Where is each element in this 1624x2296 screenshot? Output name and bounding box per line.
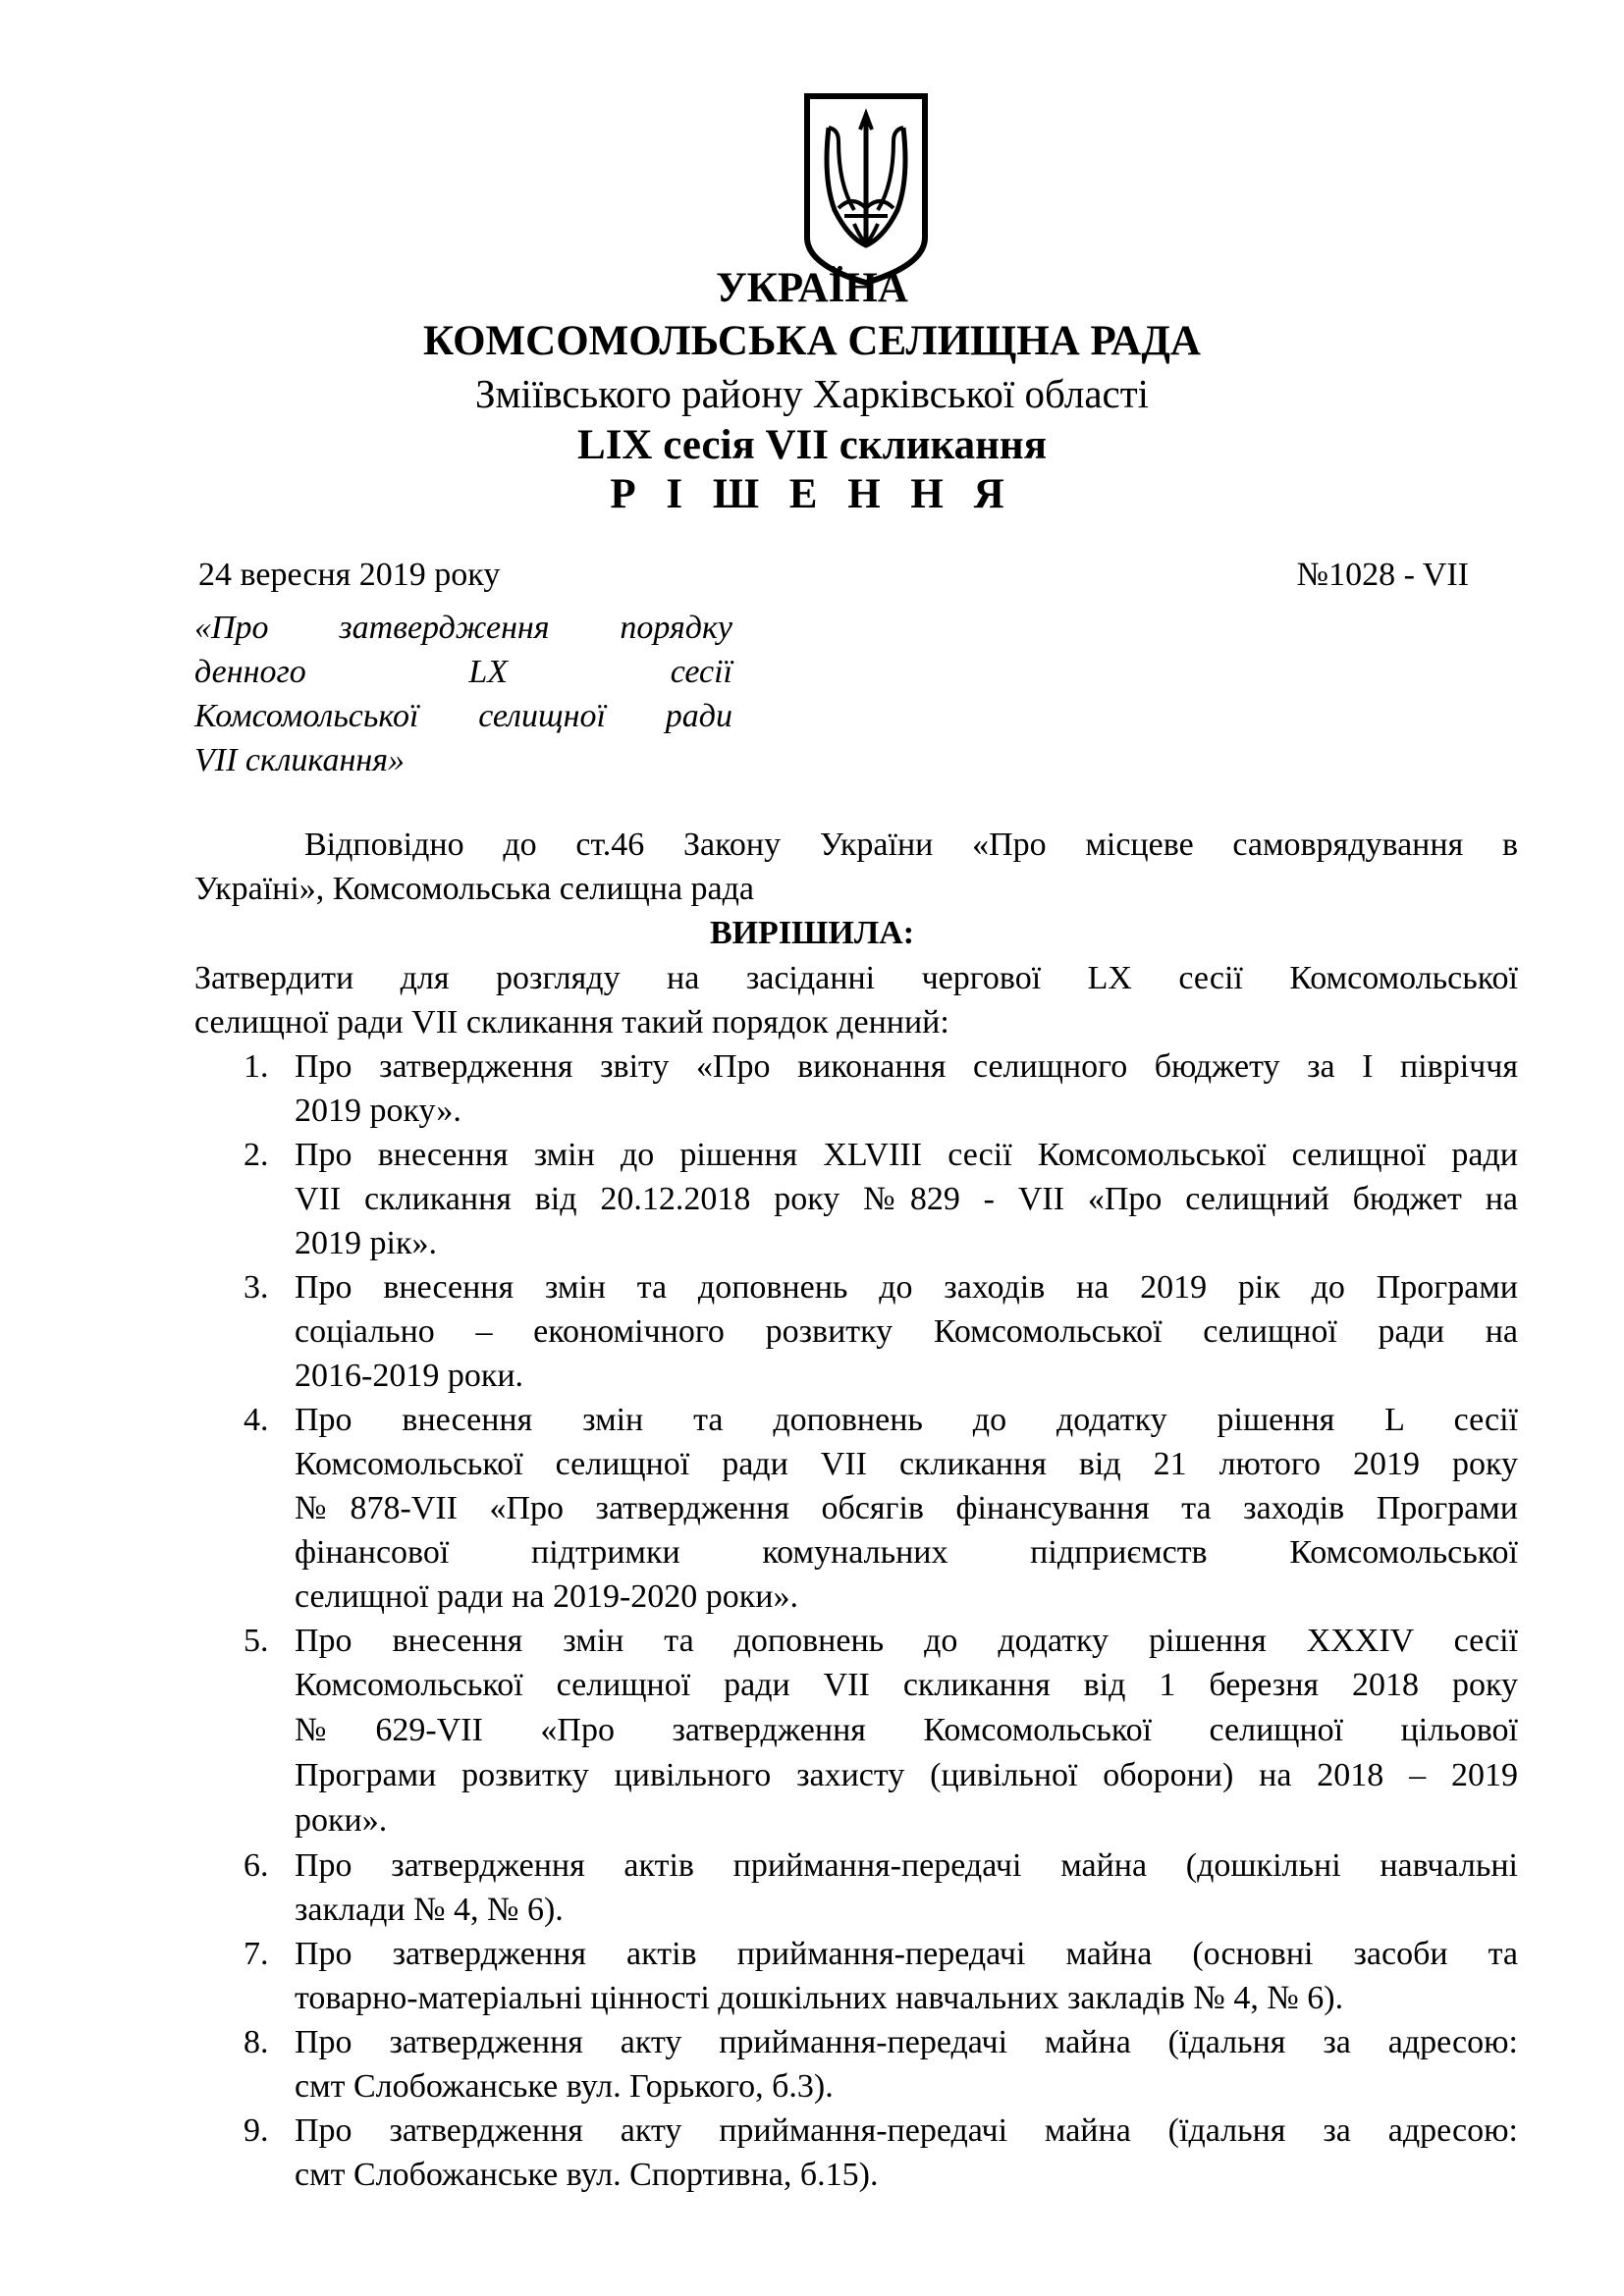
subject-line: VII скликання» <box>194 742 406 778</box>
agenda-item-line: фінансової підтримки комунальних підприємств Комсомольської <box>295 1534 1518 1571</box>
preamble-line: Україні», Комсомольська селищна рада <box>194 871 755 907</box>
coat-of-arms-icon <box>799 90 933 287</box>
agenda-item-line: роки». <box>295 1802 388 1839</box>
agenda-item-number: 1. <box>244 1048 269 1085</box>
agenda-item-number: 7. <box>244 1936 269 1972</box>
intro-line: селищної ради VII скликання такий порядок денний: <box>194 1004 949 1041</box>
subject-line: «Про затвердження порядку <box>194 610 732 646</box>
agenda-item-line: VII скликання від 20.12.2018 року №829 - VII «Про селищний бюджет на <box>295 1181 1518 1217</box>
subject-line: Комсомольської селищної ради <box>194 698 732 734</box>
agenda-item-line: соціально – економічного розвитку Комсомольської селищної ради на <box>295 1313 1518 1350</box>
agenda-item-number: 3. <box>244 1269 269 1306</box>
agenda-item-line: заклади № 4, № 6). <box>295 1892 564 1928</box>
agenda-item-line: Про затвердження акту приймання-передачі майна (їдальня за адресою: <box>295 2024 1518 2060</box>
agenda-item-number: 4. <box>244 1402 269 1438</box>
agenda-item-line: Програми розвитку цивільного захисту (цивільної оборони) на 2018 – 2019 <box>295 1757 1518 1793</box>
decision-number: №1028 - VII <box>1296 557 1469 593</box>
agenda-item-line: Комсомольської селищної ради VII скликання від 21 лютого 2019 року <box>295 1446 1518 1482</box>
agenda-item-line: Про затвердження актів приймання-передачі майна (основні засоби та <box>295 1936 1518 1972</box>
agenda-item-line: Про затвердження акту приймання-передачі майна (їдальня за адресою: <box>295 2112 1518 2149</box>
agenda-item-line: №629-VII «Про затвердження Комсомольської селищної цільової <box>295 1712 1518 1748</box>
agenda-item-line: Про затвердження актів приймання-передачі майна (дошкільні навчальні <box>295 1847 1518 1884</box>
agenda-item-line: Про внесення змін до рішення XLVIII сесії Комсомольської селищної ради <box>295 1137 1518 1173</box>
agenda-item-line: смт Слобожанське вул. Горького, б.3). <box>295 2068 834 2105</box>
decision-date: 24 вересня 2019 року <box>198 557 501 593</box>
agenda-item-number: 8. <box>244 2024 269 2060</box>
header-decision: Р І Ш Е Н Н Я <box>610 471 1014 517</box>
agenda-item-line: Комсомольської селищної ради VII скликання від 1 березня 2018 року <box>295 1667 1518 1703</box>
agenda-item-line: селищної ради на 2019-2020 роки». <box>295 1578 798 1615</box>
agenda-item-line: №878-VII «Про затвердження обсягів фінансування та заходів Програми <box>295 1490 1518 1526</box>
agenda-item-number: 2. <box>244 1137 269 1173</box>
preamble-line: Відповідно до ст.46 Закону України «Про місцеве самоврядування в <box>304 827 1518 863</box>
agenda-item-line: Про затвердження звіту «Про виконання селищного бюджету за I півріччя <box>295 1048 1518 1085</box>
agenda-item-number: 6. <box>244 1847 269 1884</box>
agenda-item-line: Про внесення змін та доповнень до додатку рішення XXXIV сесії <box>295 1623 1518 1659</box>
intro-line: Затвердити для розгляду на засіданні чергової LX сесії Комсомольської <box>194 960 1518 996</box>
header-council: КОМСОМОЛЬСЬКА СЕЛИЩНА РАДА <box>423 318 1201 364</box>
resolved-heading: ВИРІШИЛА: <box>709 915 915 951</box>
agenda-item-line: Про внесення змін та доповнень до додатку рішення L сесії <box>295 1402 1518 1438</box>
agenda-item-line: 2019 року». <box>295 1093 461 1129</box>
header-district: Зміївського району Харківської області <box>474 371 1150 416</box>
agenda-item-line: Про внесення змін та доповнень до заходів на 2019 рік до Програми <box>295 1269 1518 1306</box>
header-session: LIX сесія VII скликання <box>577 422 1047 468</box>
agenda-item-line: 2016-2019 роки. <box>295 1358 524 1394</box>
header-country: УКРАЇНА <box>716 265 908 311</box>
agenda-item-line: смт Слобожанське вул. Спортивна, б.15). <box>295 2157 879 2193</box>
agenda-item-line: товарно-матеріальні цінності дошкільних навчальних закладів № 4, № 6). <box>295 1980 1344 2016</box>
agenda-item-number: 9. <box>244 2112 269 2149</box>
subject-line: денного LX сесії <box>194 654 732 690</box>
agenda-item-number: 5. <box>244 1623 269 1659</box>
agenda-item-line: 2019 рік». <box>295 1225 437 1261</box>
